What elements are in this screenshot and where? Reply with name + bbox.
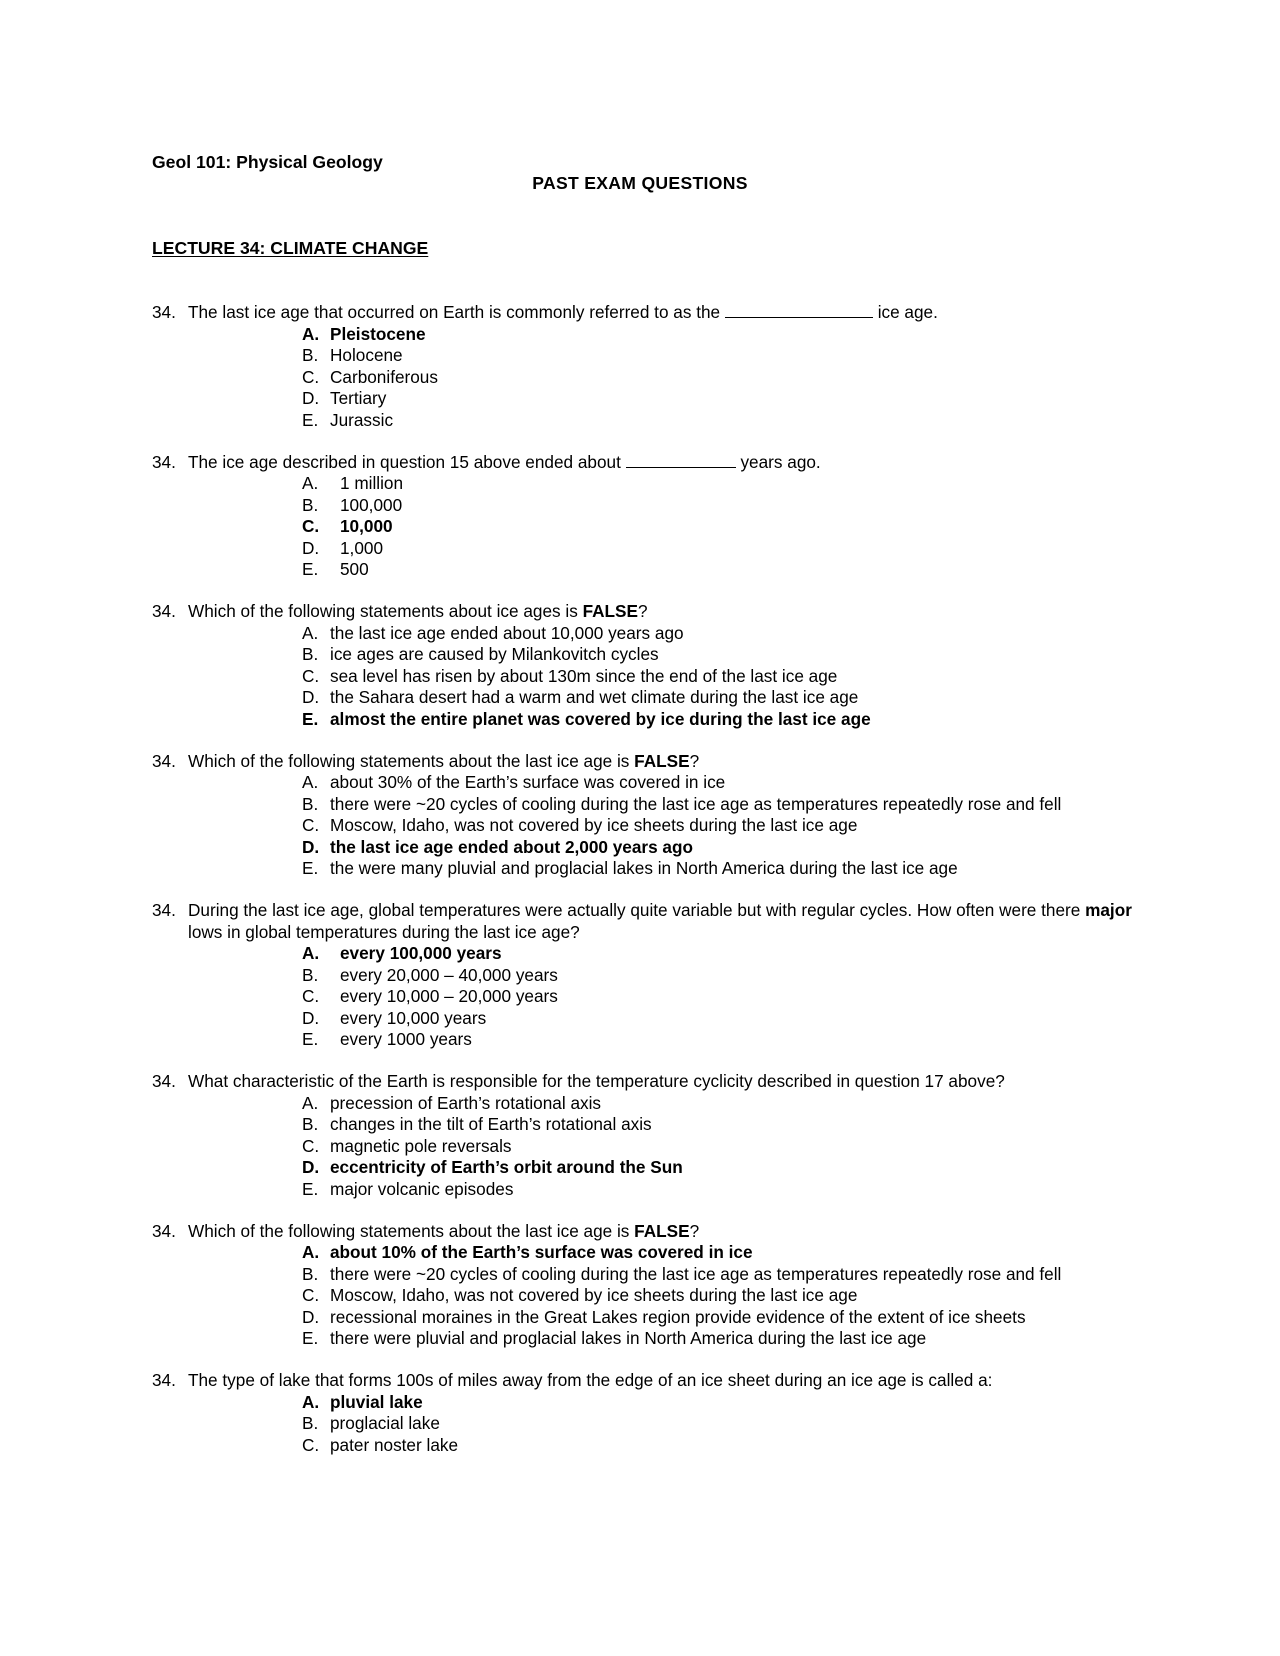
option-text: 10,000 (340, 516, 393, 536)
option-letter: D. (302, 1306, 320, 1327)
question-text (188, 900, 1152, 943)
option-text: magnetic pole reversals (330, 1135, 512, 1156)
course-title: Geol 101: Physical Geology (152, 152, 383, 172)
option-letter: D. (302, 1157, 320, 1177)
option-letter: C. (302, 516, 320, 536)
option-text: 1,000 (340, 537, 384, 558)
question-text-part: Which of the following statements about the last ice age is (188, 1220, 630, 1241)
option-b (302, 644, 1152, 666)
option-letter: C. (302, 665, 320, 686)
question-emphasis: FALSE (634, 1220, 690, 1241)
option-list (302, 623, 1152, 731)
option-e (302, 410, 1152, 432)
option-list (302, 473, 1152, 581)
question-text-part: ? (689, 750, 700, 771)
option-b (302, 495, 1152, 517)
option-c (302, 1285, 1092, 1307)
question-5 (152, 900, 1152, 1051)
option-b (302, 1413, 1152, 1435)
option-e (302, 1029, 1152, 1051)
question-4 (152, 751, 1152, 880)
question-7 (152, 1221, 1152, 1350)
question-number: 34. (152, 451, 176, 472)
option-text: ice ages are caused by Milankovitch cycles (330, 644, 659, 664)
question-emphasis: FALSE (582, 601, 638, 621)
question-number: 34. (152, 601, 176, 621)
option-a (302, 1093, 1152, 1115)
question-number: 34. (152, 1071, 176, 1091)
question-text: The type of lake that forms 100s of miles away from the edge of an ice sheet during an ice age is called a: (188, 1370, 993, 1390)
question-emphasis: major (1085, 900, 1132, 920)
question-list (152, 302, 1152, 1477)
document-title: PAST EXAM QUESTIONS (532, 173, 748, 193)
option-text: Holocene (330, 345, 403, 365)
question-number: 34. (152, 1220, 176, 1241)
option-letter: E. (302, 708, 319, 729)
question-text-part: ice age. (877, 302, 938, 322)
question-number: 34. (152, 1370, 176, 1390)
question-number: 34. (152, 900, 176, 920)
option-a (302, 1242, 1092, 1264)
option-text: about 30% of the Earth’s surface was covered in ice (330, 772, 726, 792)
option-text: 500 (340, 559, 369, 579)
option-letter: C. (302, 1434, 320, 1455)
option-d (302, 1008, 1152, 1030)
question-8 (152, 1370, 1152, 1456)
option-text: every 10,000 years (340, 1007, 487, 1028)
option-letter: C. (302, 366, 320, 387)
option-letter: C. (302, 815, 320, 835)
question-6 (152, 1071, 1152, 1200)
option-letter: E. (302, 1328, 319, 1348)
option-text: 100,000 (340, 494, 403, 515)
option-b (302, 965, 1152, 987)
answer-blank (626, 453, 736, 468)
option-d (302, 837, 1152, 859)
option-letter: B. (302, 1114, 319, 1134)
question-number: 34. (152, 750, 176, 771)
question-1 (152, 302, 1152, 431)
question-text (188, 1221, 1152, 1243)
option-b (302, 1264, 1092, 1286)
option-letter: D. (302, 836, 320, 857)
option-text: Tertiary (330, 388, 387, 408)
option-letter: E. (302, 1029, 319, 1049)
option-b (302, 1114, 1152, 1136)
option-text: every 1000 years (340, 1029, 472, 1049)
option-text: eccentricity of Earth’s orbit around the Sun (330, 1157, 683, 1177)
option-e (302, 559, 1152, 581)
option-text: every 10,000 – 20,000 years (340, 986, 558, 1006)
option-list (302, 1392, 1152, 1457)
option-letter: E. (302, 409, 319, 430)
question-text-part: ? (637, 601, 648, 621)
question-text-part: The last ice age that occurred on Earth is commonly referred to as the (188, 302, 721, 322)
option-d (302, 538, 1152, 560)
option-text: every 100,000 years (340, 943, 502, 963)
option-letter: A. (302, 1092, 319, 1113)
option-text: there were pluvial and proglacial lakes in North America during the last ice age (330, 1328, 927, 1348)
option-b (302, 345, 1152, 367)
option-letter: B. (302, 964, 319, 985)
option-text: changes in the tilt of Earth’s rotational axis (330, 1114, 652, 1134)
option-letter: E. (302, 1178, 319, 1199)
option-list (302, 1093, 1152, 1201)
option-text: 1 million (340, 473, 404, 493)
option-text: about 10% of the Earth’s surface was covered in ice (330, 1242, 753, 1262)
option-letter: B. (302, 345, 319, 365)
option-letter: D. (302, 687, 320, 707)
question-text-part: During the last ice age, global temperatures were actually quite variable but with regular cycles. How often were there (188, 900, 1081, 920)
option-text: pluvial lake (330, 1391, 423, 1412)
option-letter: A. (302, 1391, 320, 1412)
answer-blank (725, 303, 873, 318)
question-text (188, 601, 1152, 623)
question-text: What characteristic of the Earth is responsible for the temperature cyclicity described in question 17 above? (188, 1071, 1005, 1091)
option-text: there were ~20 cycles of cooling during the last ice age as temperatures repeatedly rose and fell (330, 793, 1062, 814)
option-a (302, 1392, 1152, 1414)
option-text: Pleistocene (330, 323, 426, 344)
option-d (302, 1157, 1152, 1179)
option-letter: E. (302, 858, 319, 878)
lecture-heading: LECTURE 34: CLIMATE CHANGE (152, 238, 429, 258)
option-letter: E. (302, 559, 319, 579)
option-c (302, 666, 1152, 688)
option-text: proglacial lake (330, 1413, 440, 1433)
question-text-part: lows in global temperatures during the last ice age? (188, 921, 580, 942)
option-list (302, 943, 1152, 1051)
option-letter: A. (302, 622, 319, 643)
option-text: every 20,000 – 40,000 years (340, 964, 558, 985)
option-text: Carboniferous (330, 366, 438, 387)
option-c (302, 1136, 1152, 1158)
option-text: major volcanic episodes (330, 1178, 514, 1199)
option-letter: B. (302, 494, 319, 515)
option-c (302, 367, 1152, 389)
option-text: Moscow, Idaho, was not covered by ice sheets during the last ice age (330, 815, 858, 835)
option-letter: D. (302, 388, 320, 408)
option-letter: A. (302, 1242, 320, 1262)
option-letter: B. (302, 1263, 319, 1284)
option-text: the last ice age ended about 2,000 years ago (330, 836, 693, 857)
option-letter: A. (302, 473, 319, 493)
option-d (302, 388, 1152, 410)
question-text (188, 452, 1152, 474)
option-letter: A. (302, 323, 320, 344)
option-text: the last ice age ended about 10,000 years ago (330, 622, 684, 643)
question-text-part: Which of the following statements about ice ages is (188, 601, 578, 621)
option-c (302, 516, 1152, 538)
option-text: almost the entire planet was covered by ice during the last ice age (330, 708, 871, 729)
option-c (302, 1435, 1152, 1457)
option-text: precession of Earth’s rotational axis (330, 1092, 602, 1113)
question-text-part: The ice age described in question 15 above ended about (188, 451, 621, 472)
question-2 (152, 452, 1152, 581)
option-d (302, 687, 1152, 709)
option-text: the Sahara desert had a warm and wet climate during the last ice age (330, 687, 859, 707)
question-number: 34. (152, 302, 176, 322)
option-e (302, 709, 1152, 731)
option-letter: D. (302, 1007, 320, 1028)
question-text (188, 751, 1152, 773)
question-emphasis: FALSE (634, 750, 690, 771)
option-e (302, 1179, 1152, 1201)
option-text: Jurassic (330, 409, 394, 430)
option-text: there were ~20 cycles of cooling during the last ice age as temperatures repeatedly rose and fell (330, 1263, 1062, 1284)
option-c (302, 815, 1152, 837)
option-b (302, 794, 1152, 816)
option-list (302, 772, 1152, 880)
option-letter: D. (302, 537, 320, 558)
option-text: the were many pluvial and proglacial lakes in North America during the last ice age (330, 858, 958, 878)
option-letter: B. (302, 793, 319, 814)
question-text-part: years ago. (740, 451, 821, 472)
option-text: sea level has risen by about 130m since the end of the last ice age (330, 665, 838, 686)
question-text (188, 302, 1152, 324)
option-letter: C. (302, 1135, 320, 1156)
option-d (302, 1307, 1092, 1329)
option-e (302, 858, 1152, 880)
option-a (302, 473, 1152, 495)
option-letter: C. (302, 986, 320, 1006)
option-letter: A. (302, 772, 319, 792)
question-3 (152, 601, 1152, 730)
option-a (302, 943, 1152, 965)
option-c (302, 986, 1152, 1008)
option-text: Moscow, Idaho, was not covered by ice sheets during the last ice age (330, 1285, 858, 1305)
option-a (302, 324, 1152, 346)
option-a (302, 772, 1152, 794)
option-letter: B. (302, 644, 319, 664)
question-text-part: ? (689, 1220, 700, 1241)
option-e (302, 1328, 1092, 1350)
option-text: recessional moraines in the Great Lakes region provide evidence of the extent of ice sheets (330, 1306, 1026, 1327)
option-list (302, 1242, 1092, 1350)
option-letter: C. (302, 1285, 320, 1305)
option-text: pater noster lake (330, 1434, 459, 1455)
question-text-part: Which of the following statements about the last ice age is (188, 750, 630, 771)
option-list (302, 324, 1152, 432)
option-letter: B. (302, 1413, 319, 1433)
option-letter: A. (302, 943, 320, 963)
option-a (302, 623, 1152, 645)
